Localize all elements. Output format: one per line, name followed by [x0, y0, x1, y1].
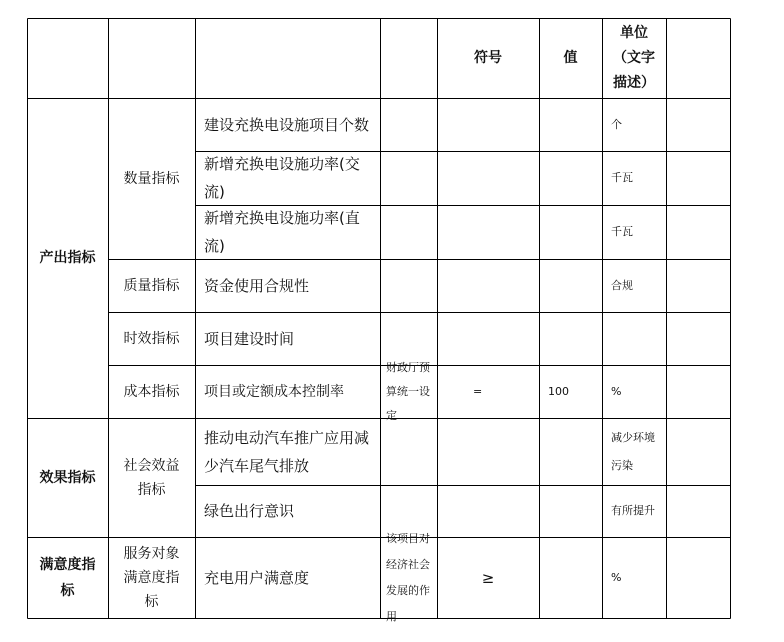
- row-symbol: ≥: [481, 568, 495, 587]
- row-symbol-cell: [437, 365, 539, 418]
- category-satisfaction: 满意度指标: [39, 556, 96, 599]
- category-output-cell: [27, 98, 108, 418]
- header-value-cell: [539, 18, 602, 98]
- header-unit-cell: [602, 18, 666, 98]
- header-unit: 单位（文字描述）: [613, 24, 655, 91]
- row-unit: 个: [611, 117, 622, 131]
- header-symbol-cell: [437, 18, 539, 98]
- row-unit: %: [611, 570, 622, 584]
- row-unit-cell: [602, 205, 666, 259]
- row-indicator-cell: [195, 312, 380, 365]
- row-indicator: 新增充换电设施功率(直流): [204, 209, 360, 255]
- row-indicator: 新增充换电设施功率(交流): [204, 155, 360, 201]
- row-basis-cell: [380, 360, 437, 422]
- row-unit-cell: [602, 365, 666, 418]
- row-indicator: 充电用户满意度: [204, 568, 310, 587]
- row-unit-cell: [602, 98, 666, 151]
- row-indicator-cell: [195, 418, 380, 485]
- row-basis: 该项目对经济社会发展的作用: [386, 531, 430, 623]
- row-indicator: 绿色出行意识: [204, 502, 295, 520]
- row-symbol: =: [473, 384, 483, 398]
- row-indicator-cell: [195, 98, 380, 151]
- row-unit: 合规: [611, 278, 633, 292]
- subcategory-quantity-cell: [108, 98, 195, 259]
- row-unit-cell: [602, 259, 666, 312]
- row-indicator-cell: [195, 365, 380, 418]
- row-indicator: 推动电动汽车推广应用减少汽车尾气排放: [204, 428, 370, 475]
- subcategory-timeliness: 时效指标: [123, 330, 180, 347]
- row-indicator: 资金使用合规性: [204, 276, 310, 295]
- category-satisfaction-cell: [27, 537, 108, 618]
- row-indicator-cell: [195, 537, 380, 618]
- subcategory-quantity: 数量指标: [123, 170, 180, 187]
- row-indicator-cell: [195, 151, 380, 205]
- row-indicator: 建设充换电设施项目个数: [204, 115, 370, 134]
- row-basis: 财政厅预算统一设定: [386, 360, 430, 422]
- row-unit: 减少环境污染: [611, 430, 655, 472]
- category-effect-cell: [27, 418, 108, 537]
- row-unit: %: [611, 384, 622, 398]
- row-unit: 千瓦: [611, 225, 633, 238]
- subcategory-quality-cell: [108, 259, 195, 312]
- category-output: 产出指标: [39, 250, 96, 266]
- subcategory-service: 服务对象满意度指标: [123, 545, 180, 610]
- row-basis-cell: [380, 531, 437, 623]
- subcategory-social-cell: [108, 418, 195, 537]
- row-indicator-cell: [195, 205, 380, 259]
- subcategory-social: 社会效益指标: [123, 457, 180, 498]
- row-unit: 千瓦: [611, 171, 633, 184]
- category-effect: 效果指标: [39, 469, 96, 486]
- row-unit-cell: [602, 485, 666, 537]
- row-value-cell: [539, 365, 602, 418]
- row-symbol-cell: [437, 537, 539, 618]
- subcategory-cost-cell: [108, 365, 195, 418]
- row-indicator-cell: [195, 485, 380, 537]
- row-unit-cell: [602, 151, 666, 205]
- row-unit: 有所提升: [611, 504, 655, 517]
- row-indicator: 项目建设时间: [204, 329, 295, 348]
- subcategory-cost: 成本指标: [123, 383, 180, 400]
- row-unit-cell: [602, 418, 666, 485]
- row-indicator: 项目或定额成本控制率: [204, 383, 344, 400]
- subcategory-timeliness-cell: [108, 312, 195, 365]
- row-indicator-cell: [195, 259, 380, 312]
- header-value: 值: [563, 49, 578, 66]
- subcategory-quality: 质量指标: [123, 277, 180, 294]
- row-unit-cell: [602, 537, 666, 618]
- subcategory-service-cell: [108, 537, 195, 618]
- header-symbol: 符号: [474, 49, 502, 66]
- row-value: 100: [548, 384, 569, 398]
